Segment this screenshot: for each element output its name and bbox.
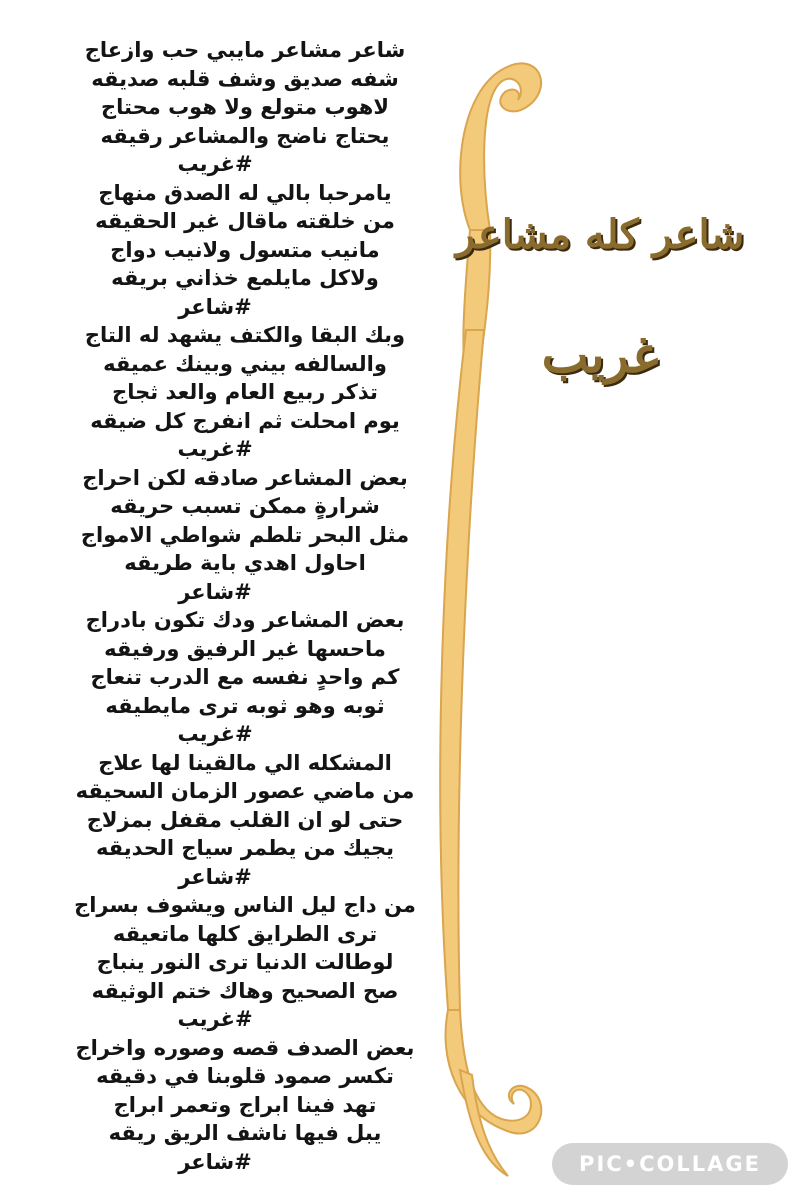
poem-line: تذكر ربيع العام والعد ثجاج [112,380,378,404]
poem-line: يحتاج ناضج والمشاعر رقيقه [100,123,390,148]
poem-line: يوم امحلت ثم انفرج كل ضيقه [90,408,400,433]
poem-line: بعض الصدف قصه وصوره واخراج [75,1035,415,1060]
poem-signature: #غريب [177,437,253,461]
poem-line: تهد فينا ابراج وتعمر ابراج [113,1092,377,1117]
title-block [440,205,760,395]
poem-signature: #شاعر [178,579,252,604]
poem-line: شفه صديق وشف قلبه صديقه [91,66,399,91]
poem-line: من خلقته ماقال غير الحقيقه [95,209,395,233]
poem-line: لوطالت الدنيا ترى النور ينباج [96,950,394,974]
poem-line: تكسر صمود قلوبنا في دقيقه [96,1064,394,1088]
poem-line: شرارةٍ ممكن تسبب حريقه [110,494,380,518]
poem-signature: #غريب [177,722,253,746]
poem-line: من ماضي عصور الزمان السحيقه [75,779,415,803]
poem-signature: #شاعر [178,1149,252,1174]
poem-signature: #غريب [177,1007,253,1031]
poem-line: ثوبه وهو ثوبه ترى مايطيقه [105,693,385,718]
poem-line: صح الصحيح وهاك ختم الوثيقه [91,978,399,1003]
poem-line: ترى الطرايق كلها ماتعيقه [112,921,378,946]
poem-text [60,36,430,1176]
poem-line: يجيك من يطمر سياج الحديقه [95,836,395,860]
poem-line: يامرحبا بالي له الصدق منهاج [98,180,392,205]
poem-line: بعض المشاعر ودك تكون بادراج [85,608,405,632]
poem-line: احاول اهدي باية طريقه [124,551,366,575]
title-name: غريب [541,325,659,384]
poem-line: مانيب متسول ولانيب دواج [110,237,380,262]
poem-line: ولاكل مايلمع خذاني بريقه [111,266,379,290]
poem-signature: #غريب [177,152,253,176]
pic-collage-watermark: PIC•COLLAGE [552,1143,788,1185]
poem-line: والسالفه بيني وبينك عميقه [103,351,387,376]
poem-line: يبل فيها ناشف الريق ريقه [108,1121,382,1145]
poem-line: حتى لو ان القلب مقفل بمزلاج [86,807,404,832]
title-heading: شاعر كله مشاعر [455,211,745,258]
poem-line: وبك البقا والكتف يشهد له التاج [84,323,406,347]
poem-line: بعض المشاعر صادقه لكن احراج [82,465,408,490]
poem-line: كم واحدٍ نفسه مع الدرب تنعاج [90,665,400,689]
poem-signature: #شاعر [178,294,252,319]
poem-line: مثل البحر تلطم شواطي الامواج [80,522,410,547]
poem-signature: #شاعر [178,864,252,889]
poem-line: شاعر مشاعر مايبي حب وازعاج [84,38,406,62]
poem-line: لاهوب متولع ولا هوب محتاج [101,95,389,119]
golden-scroll-ornament [410,30,550,1180]
poem-line: من داج ليل الناس ويشوف بسراج [74,893,416,917]
poem-line: ماحسها غير الرفيق ورفيقه [104,636,386,661]
poem-line: المشكله الي مالقينا لها علاج [98,750,392,775]
